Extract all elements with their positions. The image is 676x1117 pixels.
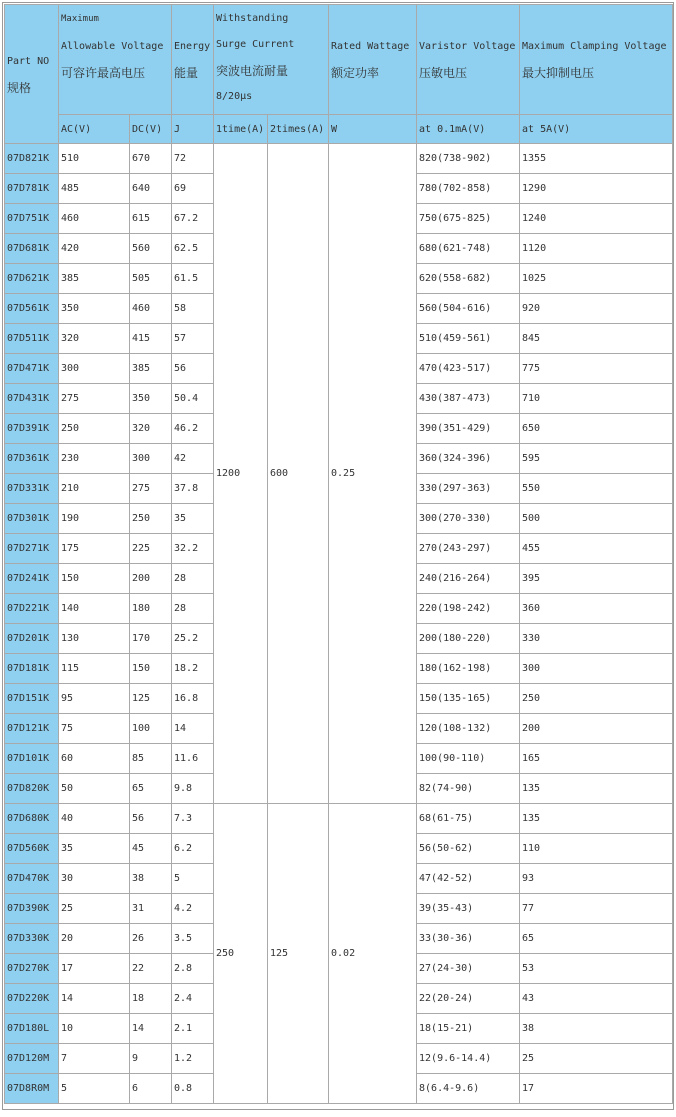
dc-voltage-cell: 200 — [130, 564, 172, 594]
clamping-voltage-cell: 38 — [520, 1014, 673, 1044]
varistor-voltage-cell: 220(198-242) — [417, 594, 520, 624]
clamping-voltage-cell: 43 — [520, 984, 673, 1014]
energy-cell: 3.5 — [172, 924, 214, 954]
clamping-voltage-cell: 710 — [520, 384, 673, 414]
ac-voltage-cell: 140 — [59, 594, 130, 624]
ac-voltage-cell: 510 — [59, 144, 130, 174]
energy-cell: 46.2 — [172, 414, 214, 444]
ac-voltage-cell: 190 — [59, 504, 130, 534]
ac-voltage-cell: 75 — [59, 714, 130, 744]
part-number-cell: 07D560K — [5, 834, 59, 864]
clamping-voltage-cell: 360 — [520, 594, 673, 624]
clamping-voltage-cell: 650 — [520, 414, 673, 444]
dc-voltage-cell: 26 — [130, 924, 172, 954]
ac-voltage-cell: 115 — [59, 654, 130, 684]
energy-cell: 1.2 — [172, 1044, 214, 1074]
clamping-voltage-cell: 775 — [520, 354, 673, 384]
unit-two-times: 2times(A) — [268, 115, 329, 144]
dc-voltage-cell: 275 — [130, 474, 172, 504]
ac-voltage-cell: 17 — [59, 954, 130, 984]
part-number-cell: 07D270K — [5, 954, 59, 984]
clamping-voltage-cell: 1025 — [520, 264, 673, 294]
energy-cell: 11.6 — [172, 744, 214, 774]
dc-voltage-cell: 670 — [130, 144, 172, 174]
dc-voltage-cell: 22 — [130, 954, 172, 984]
varistor-voltage-cell: 39(35-43) — [417, 894, 520, 924]
part-number-cell: 07D181K — [5, 654, 59, 684]
clamping-voltage-cell: 300 — [520, 654, 673, 684]
ac-voltage-cell: 10 — [59, 1014, 130, 1044]
ac-voltage-cell: 35 — [59, 834, 130, 864]
header-varistor-cn: 压敏电压 — [419, 66, 468, 80]
varistor-voltage-cell: 22(20-24) — [417, 984, 520, 1014]
part-number-cell: 07D330K — [5, 924, 59, 954]
dc-voltage-cell: 56 — [130, 804, 172, 834]
clamping-voltage-cell: 395 — [520, 564, 673, 594]
ac-voltage-cell: 25 — [59, 894, 130, 924]
dc-voltage-cell: 100 — [130, 714, 172, 744]
varistor-voltage-cell: 430(387-473) — [417, 384, 520, 414]
header-max-voltage-cn: 可容许最高电压 — [61, 66, 146, 80]
varistor-voltage-cell: 270(243-297) — [417, 534, 520, 564]
part-number-cell: 07D201K — [5, 624, 59, 654]
header-clamping-en: Maximum Clamping Voltage — [522, 41, 667, 52]
energy-cell: 56 — [172, 354, 214, 384]
ac-voltage-cell: 385 — [59, 264, 130, 294]
dc-voltage-cell: 320 — [130, 414, 172, 444]
header-row — [5, 5, 673, 115]
unit-wattage: W — [329, 115, 417, 144]
ac-voltage-cell: 40 — [59, 804, 130, 834]
header-surge-cn: 突波电流耐量 — [216, 64, 289, 78]
varistor-voltage-cell: 68(61-75) — [417, 804, 520, 834]
part-number-cell: 07D220K — [5, 984, 59, 1014]
wattage-cell: 0.02 — [329, 804, 417, 1104]
ac-voltage-cell: 14 — [59, 984, 130, 1014]
surge-1time-cell: 250 — [214, 804, 268, 1104]
unit-varistor: at 0.1mA(V) — [417, 115, 520, 144]
energy-cell: 5 — [172, 864, 214, 894]
dc-voltage-cell: 350 — [130, 384, 172, 414]
varistor-voltage-cell: 330(297-363) — [417, 474, 520, 504]
header-surge-en1: Withstanding — [216, 13, 289, 24]
dc-voltage-cell: 505 — [130, 264, 172, 294]
header-surge-sub: 8/20μs — [216, 91, 253, 102]
clamping-voltage-cell: 165 — [520, 744, 673, 774]
header-clamping — [520, 5, 673, 115]
clamping-voltage-cell: 330 — [520, 624, 673, 654]
energy-cell: 57 — [172, 324, 214, 354]
part-number-cell: 07D561K — [5, 294, 59, 324]
ac-voltage-cell: 130 — [59, 624, 130, 654]
part-number-cell: 07D621K — [5, 264, 59, 294]
energy-cell: 72 — [172, 144, 214, 174]
unit-row — [5, 115, 673, 144]
header-part-en: Part NO — [7, 55, 50, 67]
part-number-cell: 07D221K — [5, 594, 59, 624]
varistor-voltage-cell: 680(621-748) — [417, 234, 520, 264]
clamping-voltage-cell: 135 — [520, 804, 673, 834]
varistor-voltage-cell: 100(90-110) — [417, 744, 520, 774]
energy-cell: 4.2 — [172, 894, 214, 924]
varistor-voltage-cell: 560(504-616) — [417, 294, 520, 324]
unit-dc: DC(V) — [130, 115, 172, 144]
ac-voltage-cell: 485 — [59, 174, 130, 204]
part-number-cell: 07D101K — [5, 744, 59, 774]
header-varistor — [417, 5, 520, 115]
part-number-cell: 07D241K — [5, 564, 59, 594]
ac-voltage-cell: 275 — [59, 384, 130, 414]
varistor-voltage-cell: 780(702-858) — [417, 174, 520, 204]
ac-voltage-cell: 50 — [59, 774, 130, 804]
energy-cell: 25.2 — [172, 624, 214, 654]
header-wattage-cn: 额定功率 — [331, 66, 380, 80]
ac-voltage-cell: 230 — [59, 444, 130, 474]
varistor-voltage-cell: 12(9.6-14.4) — [417, 1044, 520, 1074]
varistor-voltage-cell: 470(423-517) — [417, 354, 520, 384]
varistor-voltage-cell: 120(108-132) — [417, 714, 520, 744]
energy-cell: 2.1 — [172, 1014, 214, 1044]
clamping-voltage-cell: 500 — [520, 504, 673, 534]
energy-cell: 6.2 — [172, 834, 214, 864]
clamping-voltage-cell: 1240 — [520, 204, 673, 234]
ac-voltage-cell: 175 — [59, 534, 130, 564]
clamping-voltage-cell: 1290 — [520, 174, 673, 204]
clamping-voltage-cell: 77 — [520, 894, 673, 924]
dc-voltage-cell: 6 — [130, 1074, 172, 1104]
part-number-cell: 07D120M — [5, 1044, 59, 1074]
part-number-cell: 07D271K — [5, 534, 59, 564]
varistor-voltage-cell: 150(135-165) — [417, 684, 520, 714]
unit-ac: AC(V) — [59, 115, 130, 144]
ac-voltage-cell: 60 — [59, 744, 130, 774]
varistor-voltage-cell: 18(15-21) — [417, 1014, 520, 1044]
header-varistor-en: Varistor Voltage — [419, 41, 516, 52]
dc-voltage-cell: 85 — [130, 744, 172, 774]
clamping-voltage-cell: 920 — [520, 294, 673, 324]
energy-cell: 16.8 — [172, 684, 214, 714]
ac-voltage-cell: 7 — [59, 1044, 130, 1074]
clamping-voltage-cell: 1355 — [520, 144, 673, 174]
varistor-voltage-cell: 82(74-90) — [417, 774, 520, 804]
part-number-cell: 07D151K — [5, 684, 59, 714]
clamping-voltage-cell: 65 — [520, 924, 673, 954]
dc-voltage-cell: 31 — [130, 894, 172, 924]
clamping-voltage-cell: 455 — [520, 534, 673, 564]
clamping-voltage-cell: 93 — [520, 864, 673, 894]
part-number-cell: 07D680K — [5, 804, 59, 834]
energy-cell: 50.4 — [172, 384, 214, 414]
dc-voltage-cell: 9 — [130, 1044, 172, 1074]
dc-voltage-cell: 150 — [130, 654, 172, 684]
dc-voltage-cell: 640 — [130, 174, 172, 204]
energy-cell: 14 — [172, 714, 214, 744]
varistor-voltage-cell: 360(324-396) — [417, 444, 520, 474]
clamping-voltage-cell: 110 — [520, 834, 673, 864]
ac-voltage-cell: 95 — [59, 684, 130, 714]
ac-voltage-cell: 30 — [59, 864, 130, 894]
part-number-cell: 07D390K — [5, 894, 59, 924]
energy-cell: 7.3 — [172, 804, 214, 834]
varistor-voltage-cell: 300(270-330) — [417, 504, 520, 534]
header-wattage — [329, 5, 417, 115]
dc-voltage-cell: 300 — [130, 444, 172, 474]
energy-cell: 32.2 — [172, 534, 214, 564]
part-number-cell: 07D470K — [5, 864, 59, 894]
energy-cell: 28 — [172, 564, 214, 594]
ac-voltage-cell: 150 — [59, 564, 130, 594]
dc-voltage-cell: 125 — [130, 684, 172, 714]
header-part-cn: 规格 — [7, 80, 32, 95]
energy-cell: 67.2 — [172, 204, 214, 234]
surge-2times-cell: 125 — [268, 804, 329, 1104]
ac-voltage-cell: 300 — [59, 354, 130, 384]
clamping-voltage-cell: 25 — [520, 1044, 673, 1074]
part-number-cell: 07D511K — [5, 324, 59, 354]
surge-2times-cell: 600 — [268, 144, 329, 804]
wattage-cell: 0.25 — [329, 144, 417, 804]
ac-voltage-cell: 20 — [59, 924, 130, 954]
clamping-voltage-cell: 17 — [520, 1074, 673, 1104]
energy-cell: 37.8 — [172, 474, 214, 504]
energy-cell: 2.8 — [172, 954, 214, 984]
energy-cell: 62.5 — [172, 234, 214, 264]
energy-cell: 69 — [172, 174, 214, 204]
energy-cell: 0.8 — [172, 1074, 214, 1104]
energy-cell: 18.2 — [172, 654, 214, 684]
clamping-voltage-cell: 845 — [520, 324, 673, 354]
spec-table-frame — [2, 2, 674, 1110]
part-number-cell: 07D431K — [5, 384, 59, 414]
dc-voltage-cell: 14 — [130, 1014, 172, 1044]
energy-cell: 61.5 — [172, 264, 214, 294]
clamping-voltage-cell: 200 — [520, 714, 673, 744]
clamping-voltage-cell: 53 — [520, 954, 673, 984]
ac-voltage-cell: 320 — [59, 324, 130, 354]
clamping-voltage-cell: 135 — [520, 774, 673, 804]
clamping-voltage-cell: 550 — [520, 474, 673, 504]
header-surge-en2: Surge Current — [216, 39, 295, 50]
dc-voltage-cell: 180 — [130, 594, 172, 624]
varistor-voltage-cell: 750(675-825) — [417, 204, 520, 234]
varistor-voltage-cell: 8(6.4-9.6) — [417, 1074, 520, 1104]
dc-voltage-cell: 225 — [130, 534, 172, 564]
part-number-cell: 07D751K — [5, 204, 59, 234]
ac-voltage-cell: 420 — [59, 234, 130, 264]
ac-voltage-cell: 250 — [59, 414, 130, 444]
header-energy-en: Energy — [174, 41, 211, 52]
header-max-voltage-en2: Allowable Voltage — [61, 41, 164, 52]
header-energy — [172, 5, 214, 115]
varistor-voltage-cell: 390(351-429) — [417, 414, 520, 444]
unit-one-time: 1time(A) — [214, 115, 268, 144]
part-number-cell: 07D301K — [5, 504, 59, 534]
part-number-cell: 07D180L — [5, 1014, 59, 1044]
part-number-cell: 07D681K — [5, 234, 59, 264]
header-surge — [214, 5, 329, 115]
varistor-voltage-cell: 820(738-902) — [417, 144, 520, 174]
dc-voltage-cell: 38 — [130, 864, 172, 894]
energy-cell: 2.4 — [172, 984, 214, 1014]
dc-voltage-cell: 415 — [130, 324, 172, 354]
dc-voltage-cell: 18 — [130, 984, 172, 1014]
varistor-spec-table — [4, 4, 673, 1104]
part-number-cell: 07D331K — [5, 474, 59, 504]
dc-voltage-cell: 65 — [130, 774, 172, 804]
part-number-cell: 07D8R0M — [5, 1074, 59, 1104]
dc-voltage-cell: 170 — [130, 624, 172, 654]
varistor-voltage-cell: 180(162-198) — [417, 654, 520, 684]
unit-energy: J — [172, 115, 214, 144]
clamping-voltage-cell: 1120 — [520, 234, 673, 264]
table-row — [5, 144, 673, 174]
table-row — [5, 804, 673, 834]
header-part — [5, 5, 59, 144]
part-number-cell: 07D820K — [5, 774, 59, 804]
varistor-voltage-cell: 620(558-682) — [417, 264, 520, 294]
energy-cell: 35 — [172, 504, 214, 534]
varistor-voltage-cell: 510(459-561) — [417, 324, 520, 354]
dc-voltage-cell: 615 — [130, 204, 172, 234]
header-clamping-cn: 最大抑制电压 — [522, 66, 595, 80]
clamping-voltage-cell: 595 — [520, 444, 673, 474]
part-number-cell: 07D121K — [5, 714, 59, 744]
header-max-voltage — [59, 5, 172, 115]
header-wattage-en: Rated Wattage — [331, 41, 410, 52]
dc-voltage-cell: 45 — [130, 834, 172, 864]
unit-clamping: at 5A(V) — [520, 115, 673, 144]
part-number-cell: 07D391K — [5, 414, 59, 444]
varistor-voltage-cell: 33(30-36) — [417, 924, 520, 954]
varistor-voltage-cell: 200(180-220) — [417, 624, 520, 654]
ac-voltage-cell: 350 — [59, 294, 130, 324]
ac-voltage-cell: 5 — [59, 1074, 130, 1104]
header-max-voltage-en1: Maximum — [61, 14, 99, 24]
header-energy-cn: 能量 — [174, 66, 199, 80]
energy-cell: 9.8 — [172, 774, 214, 804]
energy-cell: 58 — [172, 294, 214, 324]
dc-voltage-cell: 560 — [130, 234, 172, 264]
clamping-voltage-cell: 250 — [520, 684, 673, 714]
part-number-cell: 07D781K — [5, 174, 59, 204]
dc-voltage-cell: 460 — [130, 294, 172, 324]
part-number-cell: 07D361K — [5, 444, 59, 474]
ac-voltage-cell: 210 — [59, 474, 130, 504]
energy-cell: 42 — [172, 444, 214, 474]
dc-voltage-cell: 385 — [130, 354, 172, 384]
varistor-voltage-cell: 240(216-264) — [417, 564, 520, 594]
surge-1time-cell: 1200 — [214, 144, 268, 804]
ac-voltage-cell: 460 — [59, 204, 130, 234]
energy-cell: 28 — [172, 594, 214, 624]
varistor-voltage-cell: 56(50-62) — [417, 834, 520, 864]
part-number-cell: 07D821K — [5, 144, 59, 174]
part-number-cell: 07D471K — [5, 354, 59, 384]
varistor-voltage-cell: 27(24-30) — [417, 954, 520, 984]
dc-voltage-cell: 250 — [130, 504, 172, 534]
varistor-voltage-cell: 47(42-52) — [417, 864, 520, 894]
